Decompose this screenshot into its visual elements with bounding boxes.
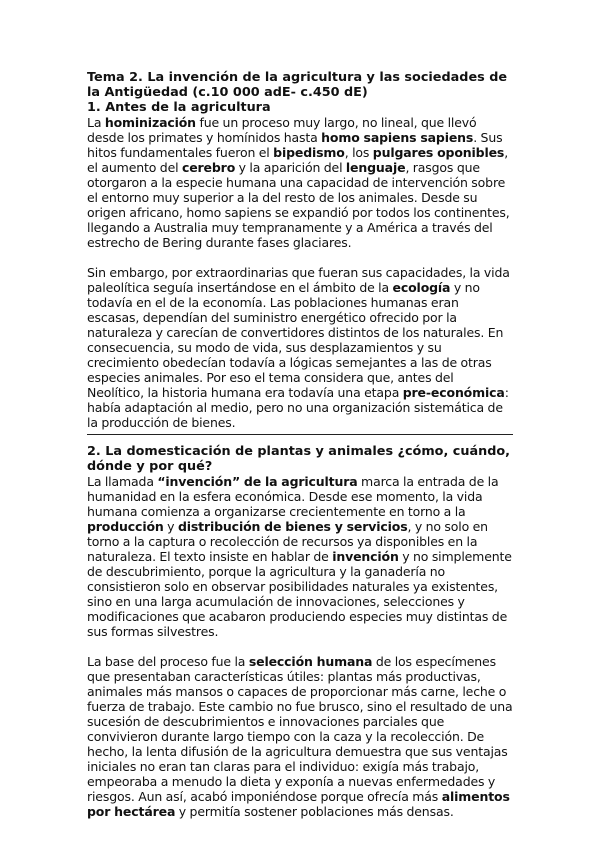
document-page [87, 70, 513, 819]
bold-term: lenguaje [345, 160, 406, 175]
bold-term: pulgares oponibles [372, 145, 505, 160]
section-2-paragraph-1: La llamada “invención” de la agricultura marca la entrada de la humanidad en la esfera económica. Desde ese momento, la vida humana comienza a organizarse crecientemente en torno a la producción y distribución de bienes y servicios, y no solo en torno a la captura o recolección de recursos ya disponibles en la naturaleza. El texto insiste en hablar de invención y no simplemente de descubrimiento, porque la agricultura y la ganadería no consistieron solo en observar posibilidades naturales ya existentes, sino en una larga acumulación de innovaciones, selecciones y modificaciones que acabaron produciendo especies muy distintas de sus formas silvestres. [87, 474, 512, 639]
bold-term: producción [87, 519, 164, 534]
bold-term: hominización [104, 115, 196, 130]
paragraph-gap [87, 250, 513, 265]
bold-term: pre-económica [402, 385, 505, 400]
section-2-heading: 2. La domesticación de plantas y animales ¿cómo, cuándo, dónde y por qué? [87, 444, 511, 474]
bold-term: bipedismo [273, 145, 345, 160]
section-1-paragraph-1: La hominización fue un proceso muy largo, no lineal, que llevó desde los primates y homínidos hasta homo sapiens sapiens. Sus hitos fundamentales fueron el bipedismo, los pulgares oponibles, el aumento del cerebro y la aparición del lenguaje, rasgos que otorgaron a la especie humana una capacidad de intervención sobre el entorno muy superior a la del resto de los animales. Desde su origen africano, homo sapiens se expandió por todos los continentes, llegando a Australia muy tempranamente y a América a través del estrecho de Bering durante fases glaciares. [87, 115, 510, 250]
bold-term: ecología [392, 280, 451, 295]
section-2-paragraph-2: La base del proceso fue la selección humana de los especímenes que presentaban características útiles: plantas más productivas, animales más mansos o capaces de proporcionar más carne, leche o fuerza de trabajo. Este cambio no fue brusco, sino el resultado de una sucesión de descubrimientos e innovaciones parciales que convivieron durante largo tiempo con la caza y la recolección. De hecho, la lenta difusión de la agricultura demuestra que sus ventajas iniciales no eran tan claras para el individuo: exigía más trabajo, empeoraba a menudo la dieta y exponía a nuevas enfermedades y riesgos. Aun así, acabó imponiéndose porque ofrecía más alimentos por hectárea y permitía sostener poblaciones más densas. [87, 654, 513, 819]
paragraph-gap [87, 639, 513, 654]
bold-term: invención [332, 549, 399, 564]
document-title: Tema 2. La invención de la agricultura y las sociedades de la Antigüedad (c.10 000 adE- c.450 dE) [87, 70, 508, 100]
bold-term: homo sapiens sapiens [321, 130, 474, 145]
section-1-heading: 1. Antes de la agricultura [87, 100, 271, 115]
section-divider [87, 434, 513, 435]
bold-term: cerebro [181, 160, 236, 175]
bold-term: alimentos por hectárea [87, 789, 510, 819]
bold-term: selección humana [248, 654, 373, 669]
bold-term: distribución de bienes y servicios [177, 519, 408, 534]
section-1-paragraph-2: Sin embargo, por extraordinarias que fueran sus capacidades, la vida paleolítica seguía insertándose en el ámbito de la ecología y no todavía en el de la economía. Las poblaciones humanas eran escasas, dependían del suministro energético ofrecido por la naturaleza y carecían de convertidores distintos de los naturales. En consecuencia, su modo de vida, sus desplazamientos y su crecimiento obedecían todavía a lógicas semejantes a las de otras especies animales. Por eso el tema considera que, antes del Neolítico, la historia humana era todavía una etapa pre-económica: había adaptación al medio, pero no una organización sistemática de la producción de bienes. [87, 265, 510, 430]
bold-term: “invención” de la agricultura [157, 474, 358, 489]
